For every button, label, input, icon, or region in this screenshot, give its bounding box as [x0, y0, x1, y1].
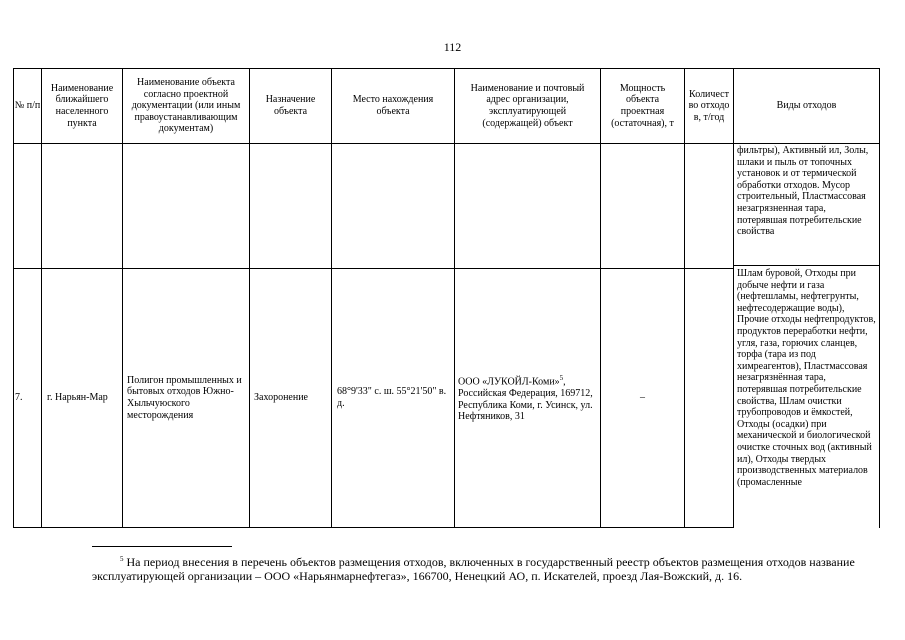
header-object-name: Наименование объекта согласно проектной документации (или иным правоустанавливающим документам) — [131, 77, 241, 135]
row7-settlement: г. Нарьян-Мар — [47, 392, 108, 404]
row7-purpose: Захоронение — [254, 392, 308, 404]
header-settlement: Наименование ближайшего населенного пункта — [50, 82, 114, 129]
row7-capacity: – — [640, 392, 645, 404]
header-location: Место нахождения объекта — [352, 94, 434, 117]
footnote-divider — [92, 546, 232, 547]
header-quantity: Количество отходов, т/год — [688, 88, 730, 123]
row7-location: 68°9'33" с. ш. 55°21'50" в. д. — [337, 386, 447, 409]
operator-address: , Российская Федерация, 169712, Республика Коми, г. Усинск, ул. Нефтяников, 31 — [458, 376, 593, 423]
header-operator: Наименование и почтовый адрес организации, эксплуатирующей (содержащей) объект — [470, 82, 585, 129]
row7-operator — [458, 269, 598, 527]
footnote-marker: 5 — [120, 555, 124, 563]
header-purpose: Назначение объекта — [265, 94, 316, 117]
header-waste-types: Виды отходов — [776, 100, 837, 112]
header-num: № п/п — [14, 100, 41, 112]
page-number: 112 — [443, 40, 462, 54]
footnote-text: На период внесения в перечень объектов размещения отходов, включенных в государственный реестр объектов размещения отходов название эксплуатирующей организации – ООО «Нарьянмарнефтегаз», 166700, Ненецкий АО, п. Искателей, проезд Лая-Вожский, д. 16. — [92, 555, 855, 583]
operator-name: ООО «ЛУКОЙЛ-Коми» — [458, 376, 560, 388]
footnote — [92, 552, 892, 583]
header-capacity: Мощность объекта проектная (остаточная), т — [611, 82, 674, 129]
row7-waste-types: Шлам буровой, Отходы при добыче нефти и газа (нефтешламы, нефтегрунты, нефтесодержащие воды), Прочие отходы нефтепродуктов, продуктов переработки нефти, угля, газа, горючих сланцев, торфа (тара из под химреагентов), Пластмассовая незагрязнённая тара, потерявшая потребительские свойства, Шлам очистки трубопроводов и ёмкостей, Отходы (осадки) при механической и биологической очистке сточных вод (активный ил), Отходы твердых производственных материалов (промасленные — [737, 268, 876, 488]
waste-types-continued: фильтры), Активный ил, Золы, шлаки и пыль от топочных установок и от термической обработки отходов. Мусор строительный, Пластмассовая незагрязненная тара, потерявшая потребительские свойства — [737, 145, 869, 238]
footnote-ref[interactable]: 5 — [559, 374, 564, 383]
row7-object-name: Полигон промышленных и бытовых отходов Южно-Хыльчуюского месторождения — [127, 374, 242, 421]
row7-num: 7. — [15, 392, 23, 404]
